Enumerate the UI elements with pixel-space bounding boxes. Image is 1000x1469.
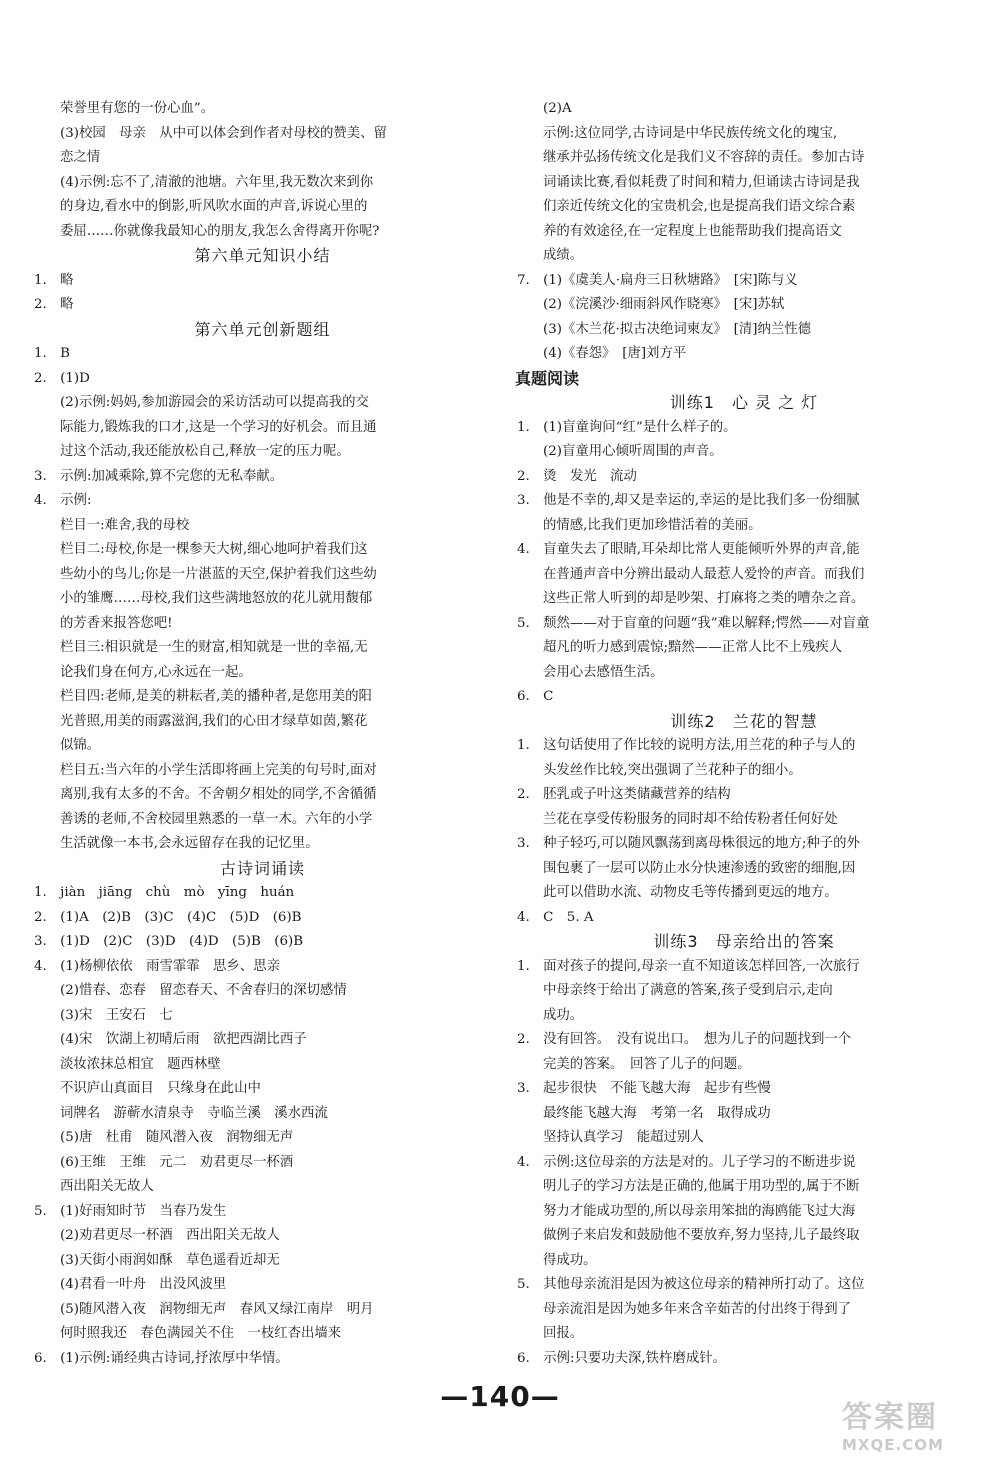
answer-line: 荣誉里有您的一份心血”。 xyxy=(60,101,215,116)
answer-line: 小的雏鹰……母校,我们这些满地怒放的花儿就用馥郁 xyxy=(60,591,373,606)
answer-line: 兰花在享受传粉服务的同时却不给传粉者任何好处 xyxy=(543,811,838,827)
answer-line: 最终能飞越大海 考第一名 取得成功 xyxy=(543,1105,771,1121)
answer-line: 光普照,用美的雨露滋润,我们的心田才绿草如茵,繁花 xyxy=(60,713,368,729)
answer-line: 7. (1)《虞美人·扁舟三日秋塘路》 [宋]陈与义 xyxy=(517,272,798,288)
answer-line: 生活就像一本书,会永远留存在我的记忆里。 xyxy=(60,836,319,851)
answer-line: (3)校园 母亲 从中可以体会到作者对母校的赞美、留 xyxy=(60,125,387,141)
answer-line: 会用心去感悟生活。 xyxy=(543,664,664,680)
answer-line: 2. 略 xyxy=(34,297,74,312)
answer-line: 4. 示例:这位母亲的方法是对的。儿子学习的不断进步说 xyxy=(517,1154,856,1170)
section-heading: 训练2 兰花的智慧 xyxy=(670,711,818,731)
answer-line: 明儿子的学习方法是正确的,他属于用功型的,属于不断 xyxy=(543,1179,860,1194)
answer-line: 6. 示例:只要功夫深,铁杵磨成针。 xyxy=(517,1350,727,1366)
answer-line: (2)盲童用心倾听周围的声音。 xyxy=(543,444,723,459)
answer-line: (4)《春怨》 [唐]刘方平 xyxy=(543,346,687,361)
answer-line: 栏目一:难舍,我的母校 xyxy=(60,517,190,533)
answer-line: 5. 颓然——对于盲童的问题“我”难以解释;愕然——对盲童 xyxy=(517,615,870,631)
watermark-logo xyxy=(842,1400,992,1462)
answer-line: 头发丝作比较,突出强调了兰花种子的细小。 xyxy=(543,762,802,778)
answer-line: 2. 胚乳或子叶这类储藏营养的结构 xyxy=(517,787,731,802)
answer-line: (4)示例:忘不了,清澈的池塘。六年里,我无数次来到你 xyxy=(60,174,374,190)
answer-line: 养的有效途径,在一定程度上也能帮助我们提高语文 xyxy=(543,223,842,239)
answer-line: 2. (1)D xyxy=(34,370,90,386)
answer-line: (2)惜春、恋春 留恋春天、不舍春归的深切感情 xyxy=(60,983,347,998)
answer-line: 在普通声音中分辨出最动人最惹人爱怜的声音。而我们 xyxy=(543,566,865,582)
answer-line: 3. 示例:加减乘除,算不完您的无私奉献。 xyxy=(34,468,284,484)
answer-line: 过这个活动,我还能放松自己,释放一定的压力呢。 xyxy=(60,444,350,459)
answer-line: 5. (1)好雨知时节 当春乃发生 xyxy=(34,1203,227,1219)
answer-line: 回报。 xyxy=(543,1326,584,1341)
answer-line: 1. 这句话使用了作比较的说明方法,用兰花的种子与人的 xyxy=(517,738,856,753)
answer-line: 1. 面对孩子的提问,母亲一直不知道该怎样回答,一次旅行 xyxy=(517,958,860,974)
answer-line: 3. 他是不幸的,却又是幸运的,幸运的是比我们多一份细腻 xyxy=(517,493,860,508)
section-heading: 古诗词诵读 xyxy=(219,858,305,878)
answer-line: 这些正常人听到的却是吵架、打麻将之类的嘈杂之音。 xyxy=(543,591,865,606)
answer-line: (2)《浣溪沙·细雨斜风作晓寒》 [宋]苏轼 xyxy=(543,297,785,312)
answer-line: 坚持认真学习 能超过别人 xyxy=(543,1130,704,1145)
answer-line: (5)唐 杜甫 随风潜入夜 润物细无声 xyxy=(60,1130,294,1145)
answer-line: 围包裹了一层可以防止水分快速渗透的致密的细胞,因 xyxy=(543,860,856,876)
answer-line: 淡妆浓抹总相宜 题西林壁 xyxy=(60,1056,221,1072)
answer-line: 委屈……你就像我最知心的朋友,我怎么舍得离开你呢? xyxy=(60,223,380,239)
answer-line: 何时照我还 春色满园关不住 一枝红杏出墙来 xyxy=(60,1326,342,1341)
answer-line: 际能力,锻炼我的口才,这是一个学习的好机会。而且通 xyxy=(60,419,377,435)
answer-line: 此可以借助水流、动物皮毛等传播到更远的地方。 xyxy=(543,885,838,900)
answer-line: (4)宋 饮湖上初晴后雨 欲把西湖比西子 xyxy=(60,1032,307,1047)
section-heading: 第六单元创新题组 xyxy=(194,319,331,339)
answer-line: 母亲流泪是因为她多年来含辛茹苦的付出终于得到了 xyxy=(543,1301,851,1317)
answer-line: 继承并弘扬传统文化是我们义不容辞的责任。参加古诗 xyxy=(543,150,865,165)
answer-line: 6. C xyxy=(517,689,554,704)
answer-line: 词牌名 游蕲水清泉寺 寺临兰溪 溪水西流 xyxy=(60,1105,328,1121)
answer-line: 们亲近传统文化的宝贵机会,也是提高我们语文综合素 xyxy=(543,199,856,214)
answer-line: 2. 烫 发光 流动 xyxy=(517,468,637,484)
answer-line: 的身边,看水中的倒影,听风吹水面的声音,诉说心里的 xyxy=(60,199,368,214)
answer-line: 成绩。 xyxy=(543,248,584,263)
answer-line: 的芳香来报答您吧! xyxy=(60,615,173,631)
answer-line: 似锦。 xyxy=(60,738,101,753)
watermark-logo-text: 答案圈 xyxy=(842,1400,938,1435)
section-heading: 训练1 心 灵 之 灯 xyxy=(669,393,819,412)
answer-line: (2)A xyxy=(543,101,572,116)
answer-line: 西出阳关无故人 xyxy=(60,1179,154,1194)
answer-line: 的情感,比我们更加珍惜活着的美丽。 xyxy=(543,517,762,533)
page-number: —140— xyxy=(440,1380,560,1413)
answer-line: (3)天街小雨润如酥 草色遥看近却无 xyxy=(60,1252,280,1268)
answer-line: 栏目四:老师,是美的耕耘者,美的播种者,是您用美的阳 xyxy=(60,689,372,704)
answer-line: 3. 起步很快 不能飞越大海 起步有些慢 xyxy=(517,1081,771,1096)
answer-line: 2. 没有回答。 没有说出口。 想为儿子的问题找到一个 xyxy=(517,1032,852,1047)
left-column xyxy=(30,97,495,1371)
answer-line: 栏目三:相识就是一生的财富,相知就是一世的幸福,无 xyxy=(60,640,368,655)
section-title: 真题阅读 xyxy=(515,368,580,388)
answer-line: 6. (1)示例:诵经典古诗词,抒浓厚中华情。 xyxy=(34,1350,289,1366)
answer-line: 4. (1)杨柳依依 雨雪霏霏 思乡、思亲 xyxy=(34,958,280,974)
answer-line: (2)劝君更尽一杯酒 西出阳关无故人 xyxy=(60,1228,280,1243)
answer-line: 1. 略 xyxy=(34,272,74,288)
answer-line: 超凡的听力感到震惊;黯然——正常人比不上残疾人 xyxy=(543,640,843,655)
right-column xyxy=(513,97,975,1371)
answer-line: 4. C 5. A xyxy=(517,909,594,925)
watermark-url: MXQE.COM xyxy=(842,1436,944,1454)
section-heading: 第六单元知识小结 xyxy=(194,246,331,265)
answer-line: (3)宋 王安石 七 xyxy=(60,1007,173,1023)
answer-line: 努力才能成功型的,所以母亲用笨拙的海鸥能飞过大海 xyxy=(543,1203,856,1219)
answer-line: (3)《木兰花·拟古决绝词柬友》 [清]纳兰性德 xyxy=(543,321,812,337)
answer-line: 1. jiàn jiāng chù mò yīng huán xyxy=(34,885,295,900)
answer-line: 3. (1)D (2)C (3)D (4)D (5)B (6)B xyxy=(34,934,304,949)
answer-line: 成功。 xyxy=(543,1007,584,1023)
answer-line: 1. (1)盲童询问“红”是什么样子的。 xyxy=(517,419,737,435)
answer-line: 离别,我有太多的不舍。不舍朝夕相处的同学,不舍循循 xyxy=(60,787,377,802)
answer-line: 4. 示例: xyxy=(34,493,92,508)
answer-line: 栏目二:母校,你是一棵参天大树,细心地呵护着我们这 xyxy=(60,542,368,557)
answer-line: (2)示例:妈妈,参加游园会的采访活动可以提高我的交 xyxy=(60,395,369,410)
answer-line: 些幼小的鸟儿;你是一片湛蓝的天空,保护着我们这些幼 xyxy=(60,566,377,582)
answer-line: 做例子来启发和鼓励他不要放弃,努力坚持,儿子最终取 xyxy=(543,1228,860,1243)
answer-line: 3. 种子轻巧,可以随风飘荡到离母株很远的地方;种子的外 xyxy=(517,836,860,851)
answer-line: 善诱的老师,不舍校园里熟悉的一草一木。六年的小学 xyxy=(60,811,373,827)
section-heading: 训练3 母亲给出的答案 xyxy=(653,932,835,951)
answer-line: (5)随风潜入夜 润物细无声 春风又绿江南岸 明月 xyxy=(60,1301,374,1317)
answer-line: (4)君看一叶舟 出没风波里 xyxy=(60,1277,227,1292)
answer-line: 得成功。 xyxy=(543,1252,597,1268)
answer-line: 不识庐山真面目 只缘身在此山中 xyxy=(60,1081,261,1096)
answer-line: 中母亲终于给出了满意的答案,孩子受到启示,走向 xyxy=(543,983,833,998)
answer-line: 论我们身在何方,心永远在一起。 xyxy=(60,664,252,680)
answer-line: 栏目五:当六年的小学生活即将画上完美的句号时,面对 xyxy=(60,762,377,778)
answer-line: 完美的答案。 回答了儿子的问题。 xyxy=(543,1056,751,1072)
answer-line: (6)王维 王维 元二 劝君更尽一杯酒 xyxy=(60,1154,294,1170)
answer-line: 示例:这位同学,古诗词是中华民族传统文化的瑰宝, xyxy=(543,125,838,141)
answer-line: 1. B xyxy=(34,346,71,361)
answer-line: 词诵读比赛,看似耗费了时间和精力,但诵读古诗词是我 xyxy=(543,174,860,190)
answer-line: 2. (1)A (2)B (3)C (4)C (5)D (6)B xyxy=(34,909,302,925)
answer-line: 4. 盲童失去了眼睛,耳朵却比常人更能倾听外界的声音,能 xyxy=(517,542,860,557)
answer-line: 恋之情 xyxy=(60,150,101,165)
answer-line: 5. 其他母亲流泪是因为被这位母亲的精神所打动了。这位 xyxy=(517,1277,865,1292)
